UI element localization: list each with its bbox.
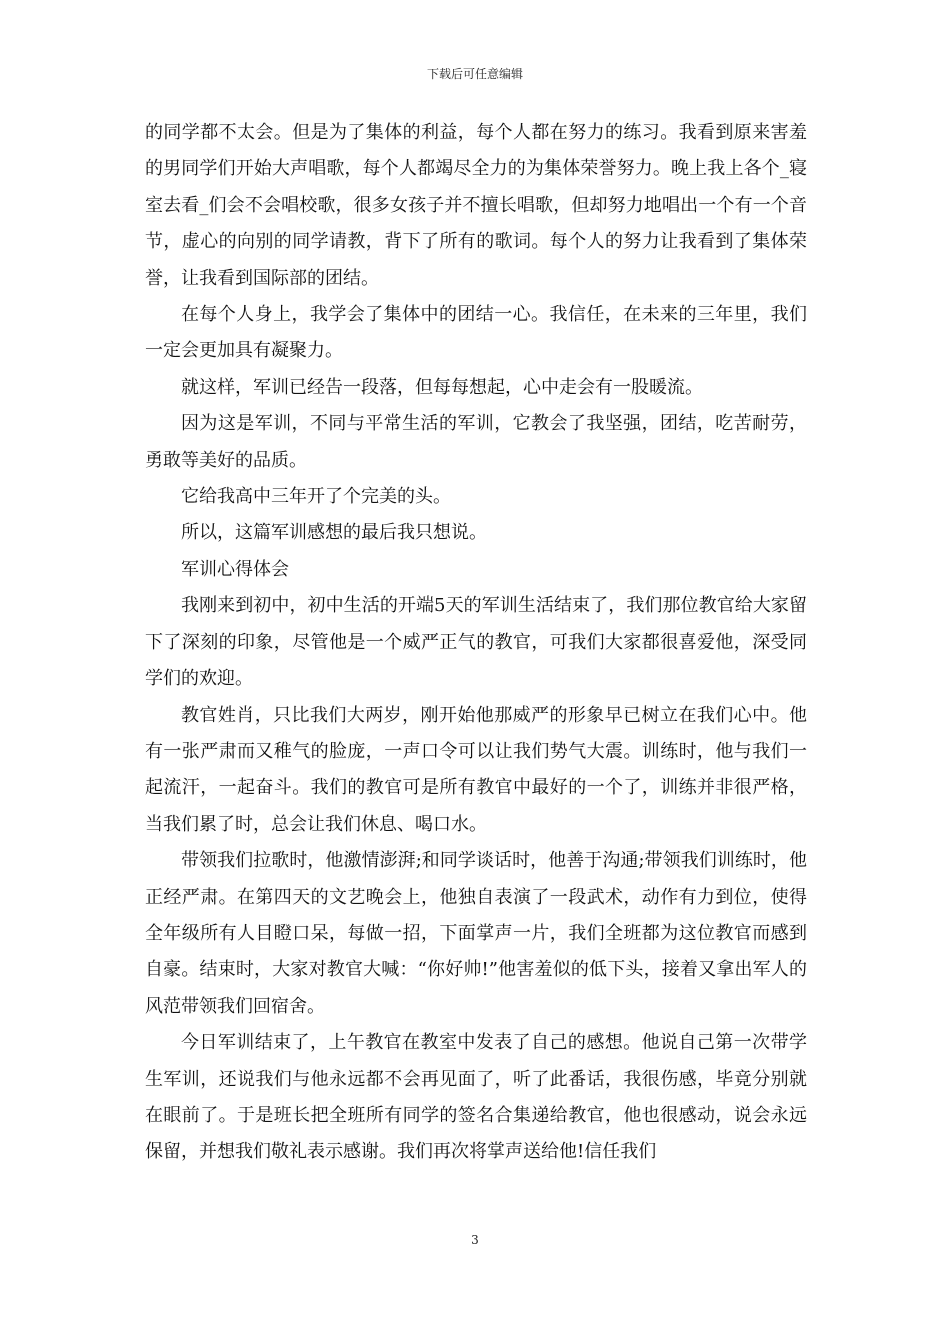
page-header: 下载后可任意编辑 — [426, 67, 523, 81]
paragraph: 因为这是军训，不同与平常生活的军训，它教会了我坚强，团结，吃苦耐劳，勇敢等美好的品质。 — [145, 413, 807, 471]
section-heading: 军训心得体会 — [181, 558, 289, 580]
paragraph: 带领我们拉歌时，他激情澎湃;和同学谈话时，他善于沟通;带领我们训练时，他正经严肃。在第四天的文艺晚会上，他独自表演了一段武术，动作有力到位，使得全年级所有人目瞪口呆，每做一招，下面掌声一片，我们全班都为这位教官而感到自豪。结束时，大家对教官大喊：“你好帅!”他害羞似的低下头，接着又拿出军人的风范带领我们回宿舍。 — [145, 850, 807, 1017]
paragraph: 所以，这篇军训感想的最后我只想说。 — [181, 522, 487, 544]
paragraph-continued: 的同学都不太会。但是为了集体的利益，每个人都在努力的练习。我看到原来害羞的男同学们开始大声唱歌，每个人都竭尽全力的为集体荣誉努力。晚上我上各个_寝室去看_们会不会唱校歌，很多女孩子并不擅长唱歌，但却努力地唱出一个有一个音节，虚心的向别的同学请教，背下了所有的歌词。每个人的努力让我看到了集体荣誉，让我看到国际部的团结。 — [145, 122, 807, 289]
paragraph: 教官姓肖，只比我们大两岁，刚开始他那威严的形象早已树立在我们心中。他有一张严肃而又稚气的脸庞，一声口令可以让我们势气大震。训练时，他与我们一起流汗，一起奋斗。我们的教官可是所有教官中最好的一个了，训练并非很严格，当我们累了时，总会让我们休息、喝口水。 — [145, 704, 807, 835]
paragraph: 我刚来到初中，初中生活的开端5天的军训生活结束了，我们那位教官给大家留下了深刻的印象，尽管他是一个威严正气的教官，可我们大家都很喜爱他，深受同学们的欢迎。 — [145, 595, 807, 690]
page-number: 3 — [471, 1233, 479, 1247]
paragraph: 就这样，军训已经告一段落，但每每想起，心中走会有一股暖流。 — [181, 376, 703, 398]
document-body — [145, 115, 807, 1171]
paragraph: 它给我高中三年开了个完美的头。 — [181, 486, 451, 508]
paragraph: 在每个人身上，我学会了集体中的团结一心。我信任，在未来的三年里，我们一定会更加具有凝聚力。 — [145, 304, 807, 362]
paragraph: 今日军训结束了，上午教官在教室中发表了自己的感想。他说自己第一次带学生军训，还说我们与他永远都不会再见面了，听了此番话，我很伤感，毕竟分别就在眼前了。于是班长把全班所有同学的签名合集递给教官，他也很感动，说会永远保留，并想我们敬礼表示感谢。我们再次将掌声送给他!信任我们 — [145, 1032, 807, 1163]
